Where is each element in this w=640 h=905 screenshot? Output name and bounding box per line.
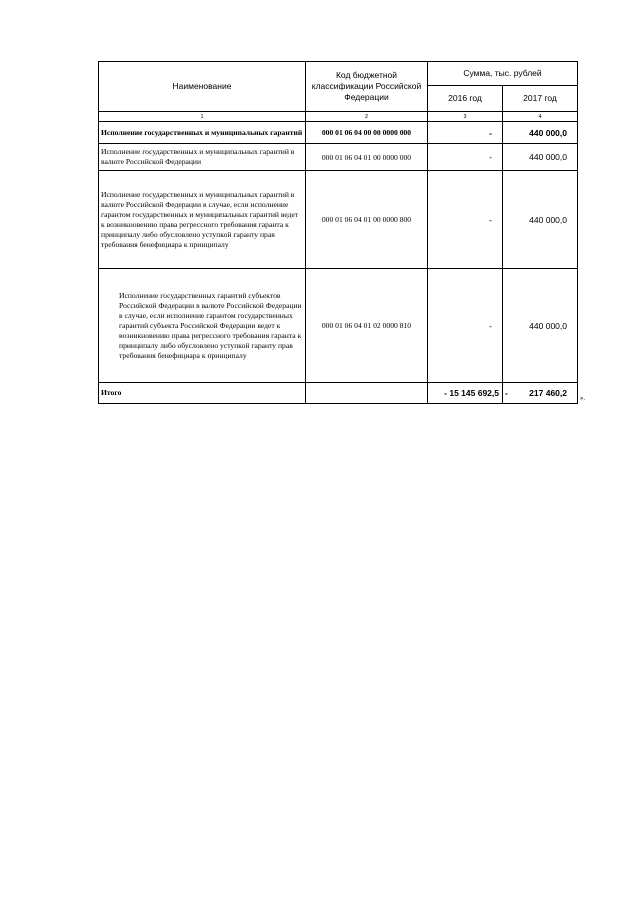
row-2017: 440 000,0 [503,269,578,383]
header-sum: Сумма, тыс. рублей [428,62,578,86]
row-2017: 440 000,0 [503,171,578,269]
row-2016: - [428,269,503,383]
row-name: Исполнение государственных гарантий субъектов Российской Федерации в валюте Российской Федерации в случае, если исполнение гарантом государственных гарантий субъекта Российской Федерации ведет к возникновению права регрессного требования гаранта к принципалу либо обусловлено уступкой гаранту прав требования бенефициара к принципалу [99,269,306,383]
table-row [99,122,578,144]
header-year-2016: 2016 год [428,86,503,112]
index-cell: 1 [99,112,306,122]
row-code: 000 01 06 04 01 00 0000 000 [306,144,428,171]
total-code [306,383,428,404]
header-name: Наименование [99,62,306,112]
row-2017: 440 000,0 [503,144,578,171]
table-row [99,144,578,171]
index-cell: 4 [503,112,578,122]
row-2016: - [428,171,503,269]
row-2016: - [428,144,503,171]
total-2017-sign: - [505,388,508,398]
row-name: Исполнение государственных и муниципальных гарантий [99,122,306,144]
table-row [99,269,578,383]
total-2017-cell [503,383,578,404]
index-row [99,112,578,122]
row-code: 000 01 06 04 00 00 0000 000 [306,122,428,144]
end-quote-mark: ». [580,396,586,402]
budget-table [98,61,578,404]
row-name: Исполнение государственных и муниципальных гарантий в валюте Российской Федерации в случае, если исполнение гарантом государственных и муниципальных гарантий ведет к возникновению права регрессного требования гаранта к принципалу либо обусловлено уступкой гаранту прав требования бенефициара к принципалу [99,171,306,269]
row-2017: 440 000,0 [503,122,578,144]
total-name: Итого [99,383,306,404]
row-name: Исполнение государственных и муниципальных гарантий в валюте Российской Федерации [99,144,306,171]
total-row [99,383,578,404]
row-2016: - [428,122,503,144]
total-2016: - 15 145 692,5 [428,383,503,404]
total-2017: 217 460,2 [529,388,567,398]
index-cell: 3 [428,112,503,122]
row-code: 000 01 06 04 01 02 0000 810 [306,269,428,383]
row-code: 000 01 06 04 01 00 0000 800 [306,171,428,269]
table-row [99,171,578,269]
header-year-2017: 2017 год [503,86,578,112]
header-code: Код бюджетной классификации Российской Федерации [306,62,428,112]
index-cell: 2 [306,112,428,122]
